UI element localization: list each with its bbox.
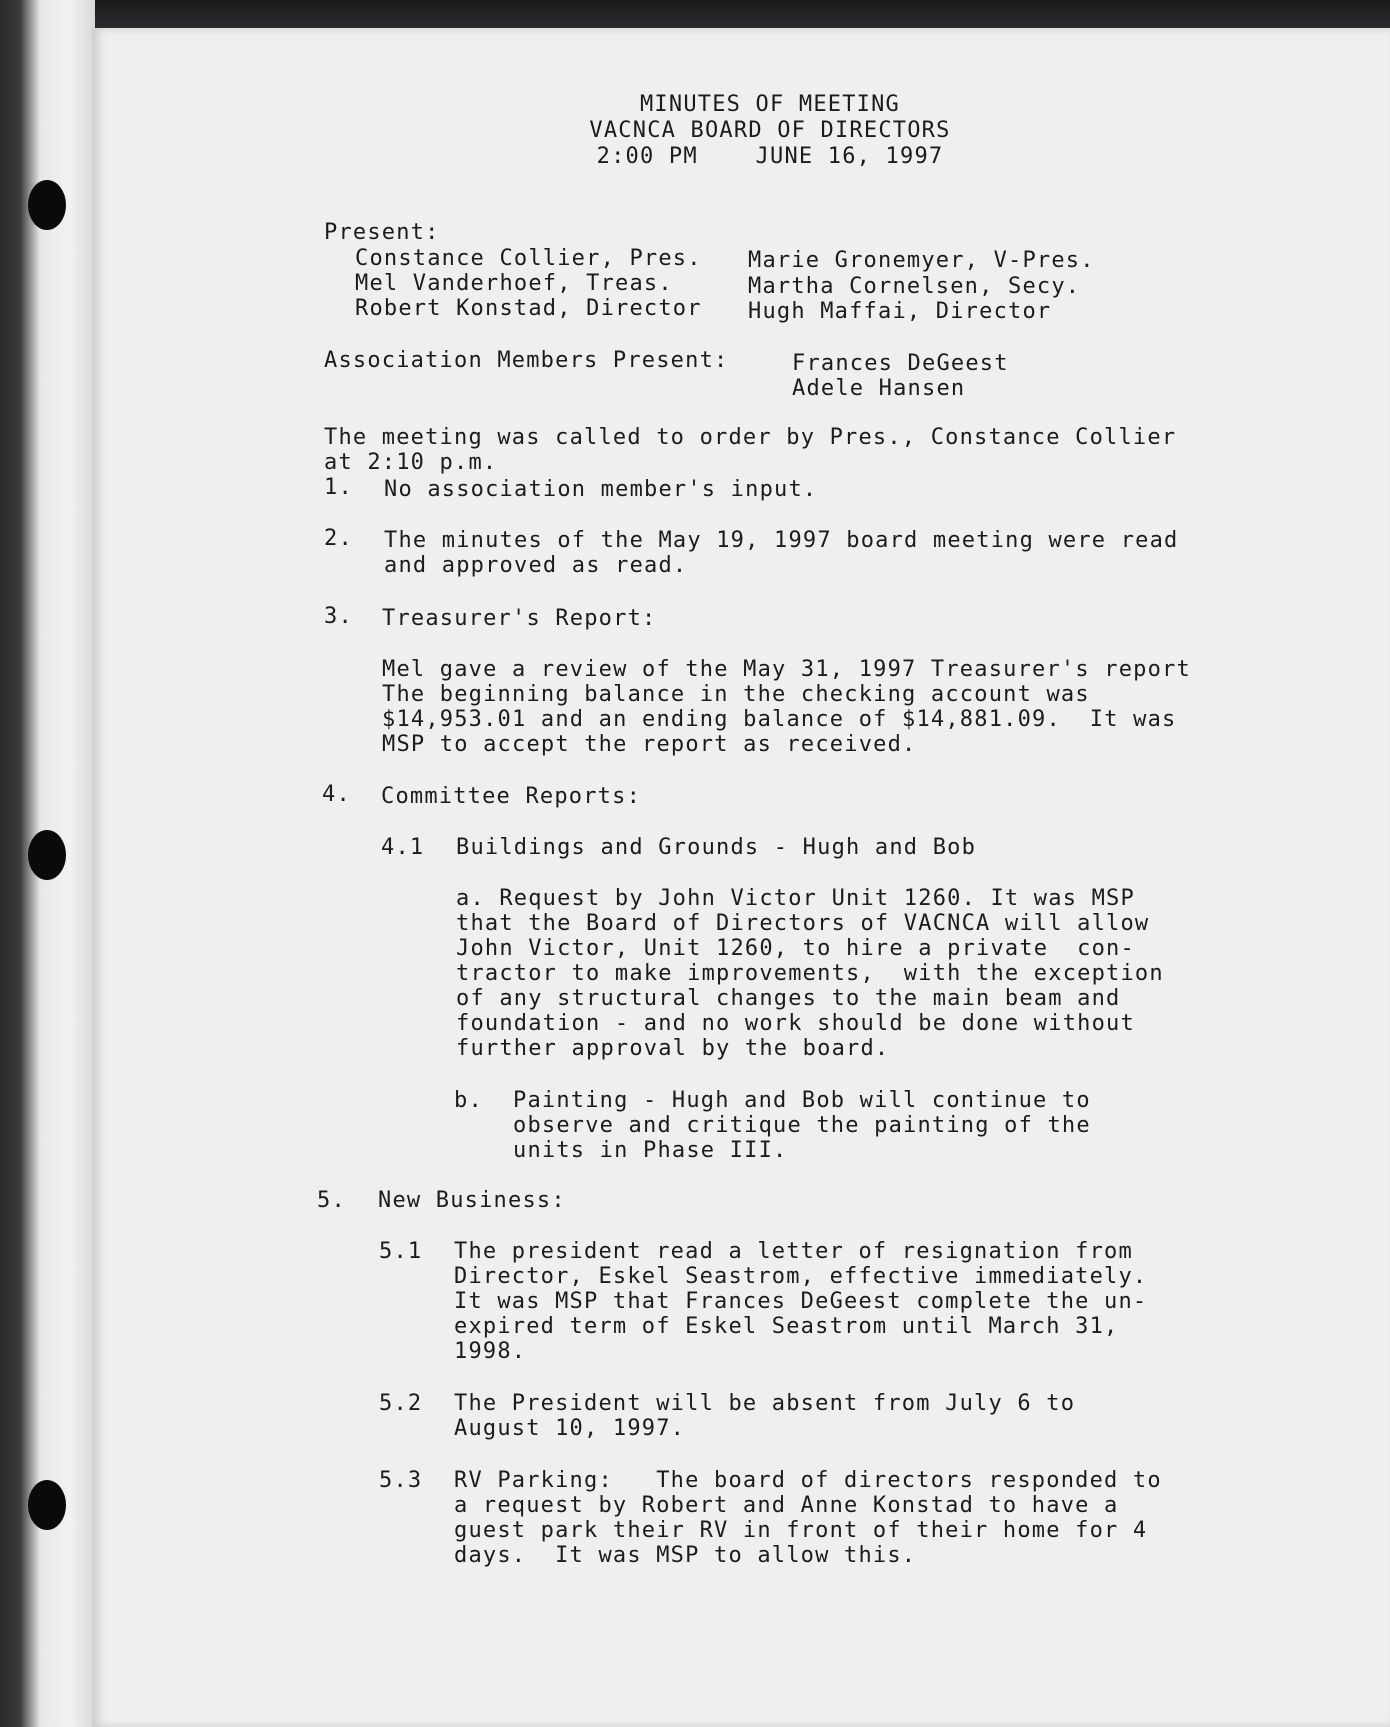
binder-hole-bottom (28, 1480, 66, 1530)
item-number: 4. (322, 782, 351, 807)
subitem-letter: b. (454, 1088, 483, 1113)
item-text: guest park their RV in front of their home for 4 (454, 1518, 1148, 1543)
opening-line: The meeting was called to order by Pres., Constance Collier (324, 425, 1177, 450)
item-text: Mel gave a review of the May 31, 1997 Treasurer's report (382, 657, 1191, 682)
item-text: a. Request by John Victor Unit 1260. It was MSP (456, 886, 1135, 911)
item-number: 5. (317, 1188, 346, 1213)
binder-hole-top (28, 180, 66, 230)
item-number: 2. (324, 526, 353, 551)
item-text: Director, Eskel Seastrom, effective immediately. (454, 1264, 1148, 1289)
title-line-2: VACNCA BOARD OF DIRECTORS (589, 118, 951, 143)
item-text: The President will be absent from July 6 to (454, 1391, 1076, 1416)
item-text: John Victor, Unit 1260, to hire a private con- (456, 936, 1135, 961)
item-text: tractor to make improvements, with the exception (456, 961, 1164, 986)
item-text: expired term of Eskel Seastrom until March 31, (454, 1314, 1119, 1339)
subitem-number: 5.2 (379, 1391, 423, 1416)
item-text: and approved as read. (384, 553, 688, 578)
item-number: 1. (324, 475, 353, 500)
item-title: New Business: (378, 1188, 566, 1213)
subitem-title: Buildings and Grounds - Hugh and Bob (456, 835, 977, 860)
member-name: Adele Hansen (792, 376, 966, 401)
title-line-1: MINUTES OF MEETING (639, 92, 900, 117)
item-text: days. It was MSP to allow this. (454, 1543, 917, 1568)
title-line-3: 2:00 PM JUNE 16, 1997 (596, 144, 944, 169)
item-text: The minutes of the May 19, 1997 board meeting were read (384, 528, 1179, 553)
item-text: The president read a letter of resignation from (454, 1239, 1133, 1264)
item-text: observe and critique the painting of the (513, 1113, 1091, 1138)
item-text: a request by Robert and Anne Konstad to have a (454, 1493, 1119, 1518)
members-present-label: Association Members Present: (324, 348, 729, 373)
item-text: No association member's input. (384, 477, 818, 502)
item-text: $14,953.01 and an ending balance of $14,881.09. It was (382, 707, 1177, 732)
present-name: Hugh Maffai, Director (748, 299, 1052, 324)
item-text: MSP to accept the report as received. (382, 732, 917, 757)
item-text: that the Board of Directors of VACNCA will allow (456, 911, 1150, 936)
item-text: units in Phase III. (513, 1138, 788, 1163)
present-name: Martha Cornelsen, Secy. (748, 274, 1081, 299)
present-name: Marie Gronemyer, V-Pres. (748, 248, 1095, 273)
opening-line: at 2:10 p.m. (324, 450, 498, 475)
binder-hole-middle (28, 830, 66, 880)
item-text: Painting - Hugh and Bob will continue to (513, 1088, 1091, 1113)
item-title: Committee Reports: (381, 784, 642, 809)
present-name: Constance Collier, Pres. (355, 246, 702, 271)
item-text: of any structural changes to the main beam and (456, 986, 1121, 1011)
item-text: 1998. (454, 1339, 527, 1364)
item-number: 3. (324, 604, 353, 629)
item-text: further approval by the board. (456, 1036, 890, 1061)
member-name: Frances DeGeest (792, 351, 1009, 376)
subitem-number: 4.1 (381, 835, 425, 860)
item-title: Treasurer's Report: (382, 606, 657, 631)
item-text: RV Parking: The board of directors responded to (454, 1468, 1162, 1493)
item-text: The beginning balance in the checking account was (382, 682, 1090, 707)
present-name: Mel Vanderhoef, Treas. (355, 271, 673, 296)
sleeve-top-edge (0, 0, 1390, 30)
present-label: Present: (324, 220, 440, 245)
item-text: It was MSP that Frances DeGeest complete the un- (454, 1289, 1148, 1314)
item-text: foundation - and no work should be done without (456, 1011, 1135, 1036)
subitem-number: 5.1 (379, 1239, 423, 1264)
item-text: August 10, 1997. (454, 1416, 686, 1441)
document-page (92, 28, 1390, 1727)
subitem-number: 5.3 (379, 1468, 423, 1493)
present-name: Robert Konstad, Director (355, 296, 702, 321)
